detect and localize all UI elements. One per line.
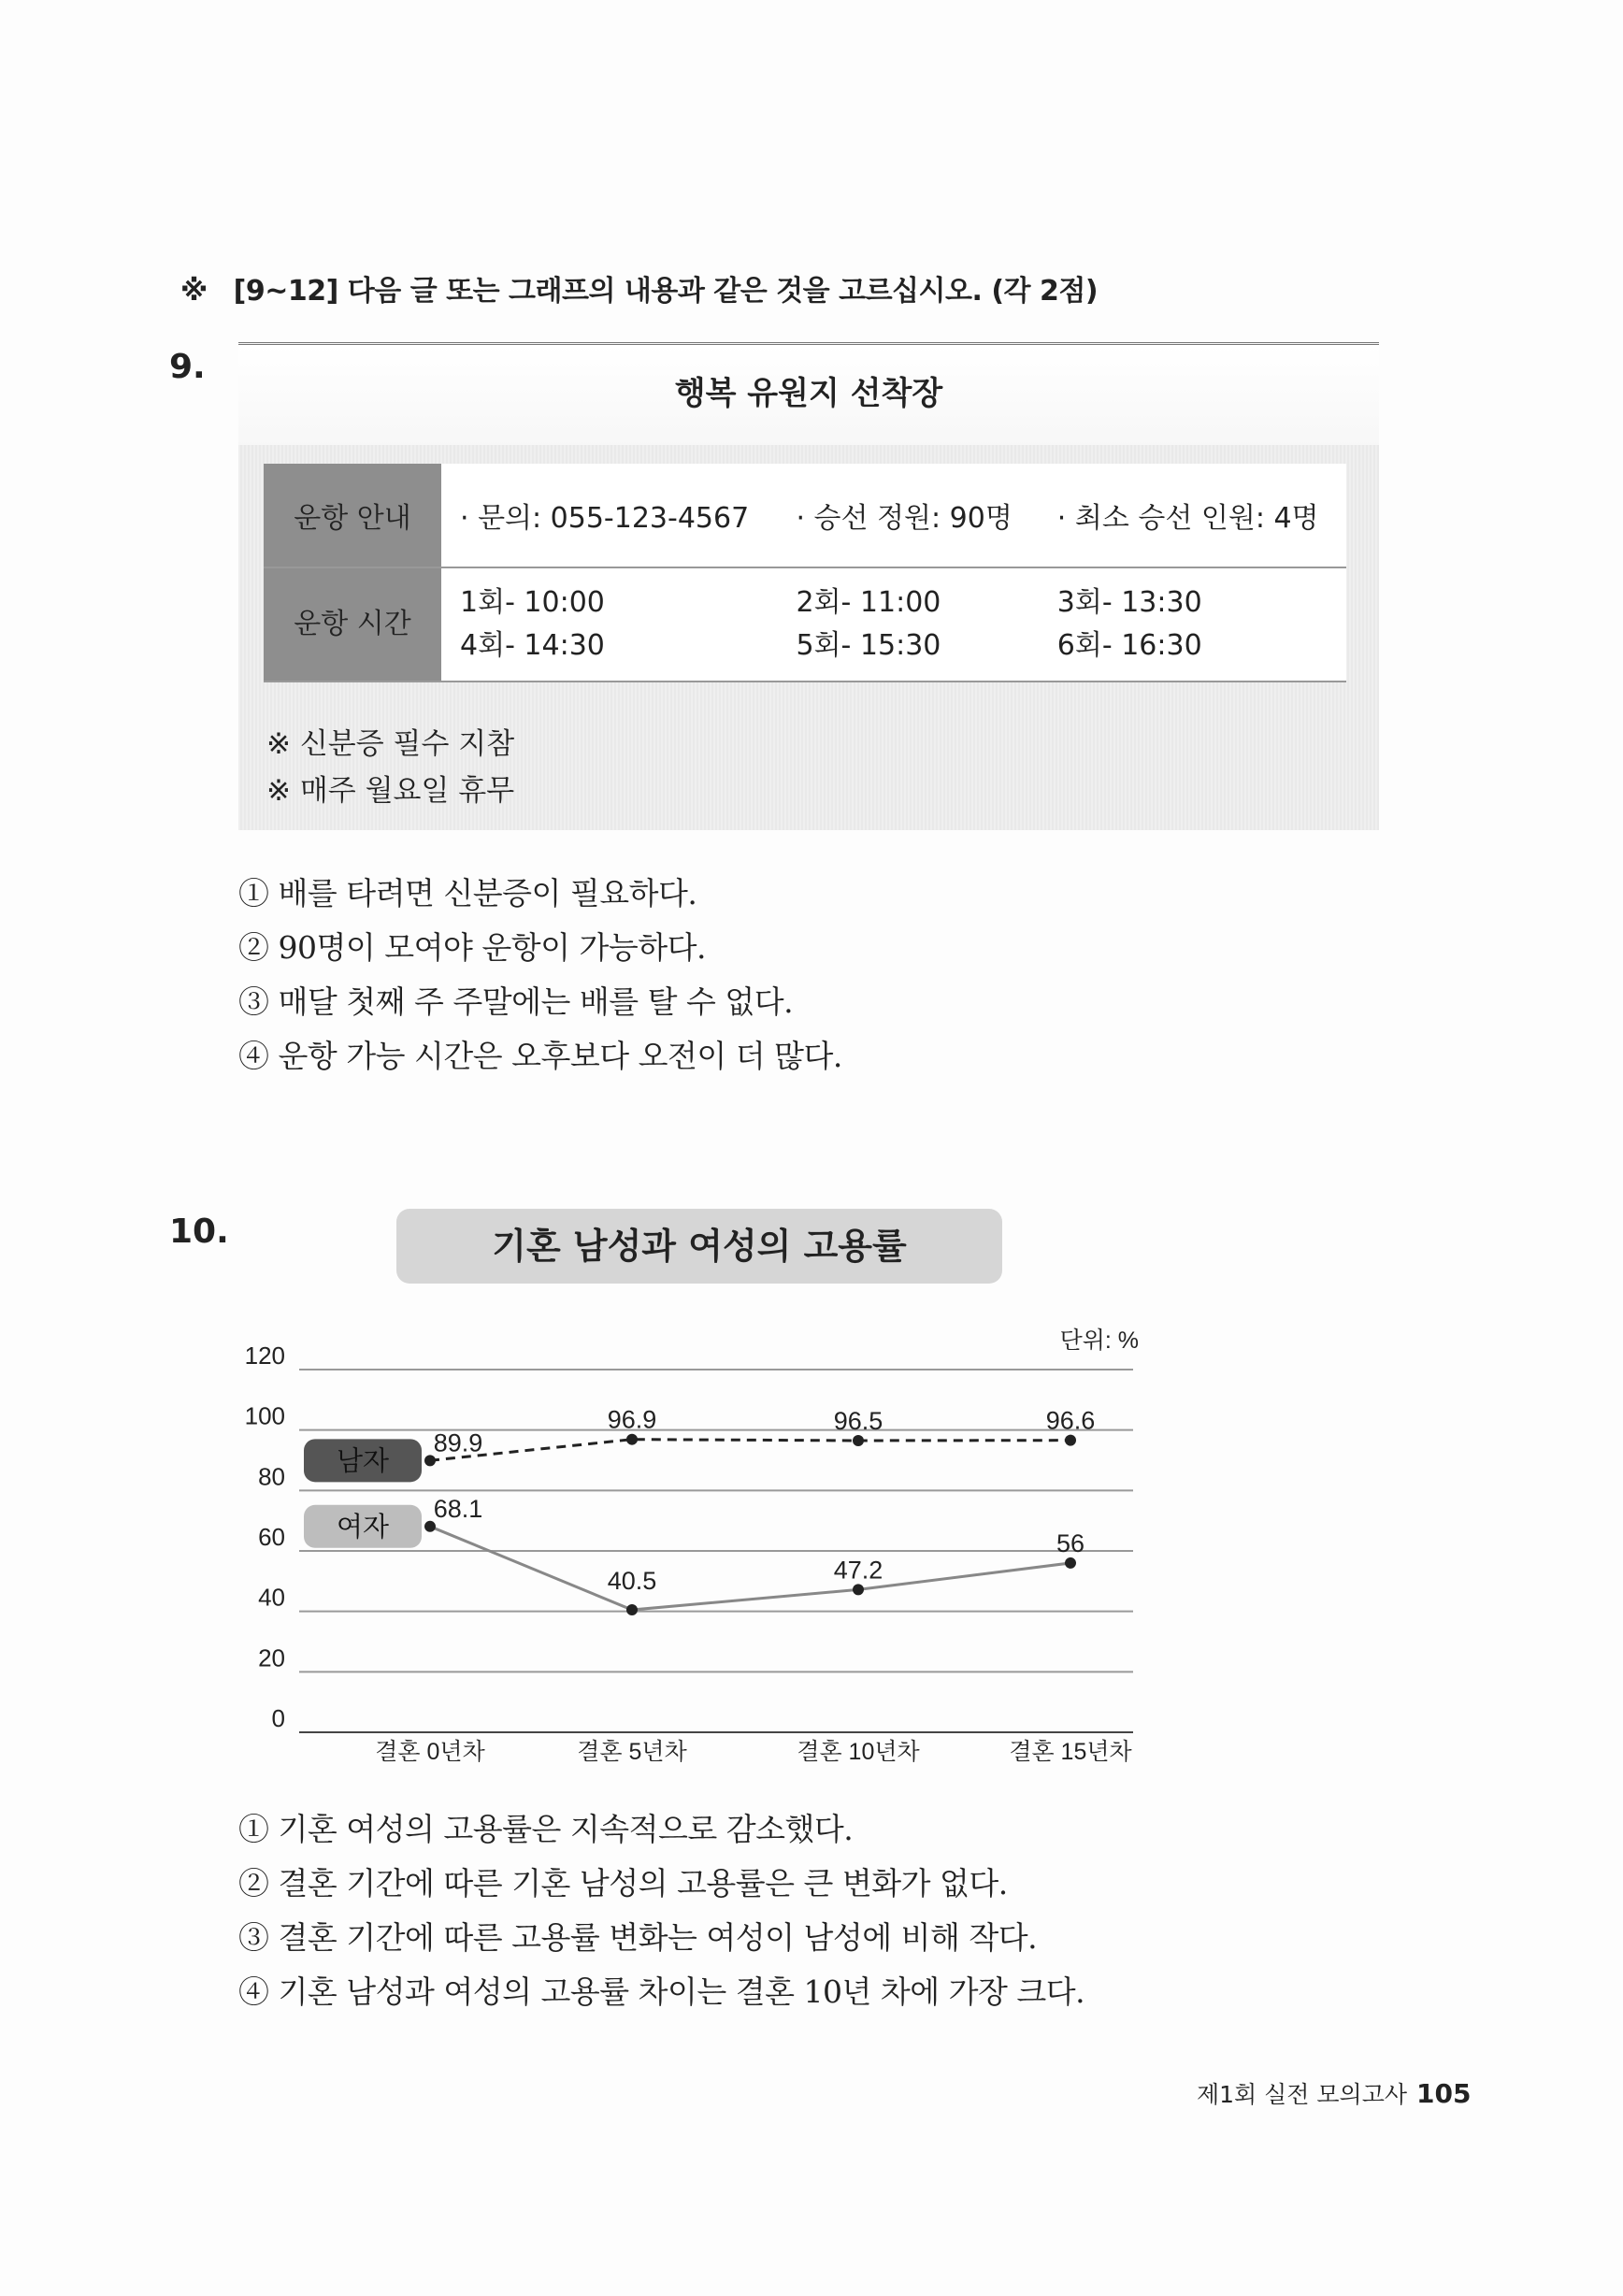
q9-choice-1: ① 배를 타려면 신분증이 필요하다.: [238, 875, 697, 911]
time-entry: 6회- 16:30: [1056, 629, 1202, 662]
q10-choice-3: ③ 결혼 기간에 따른 고용률 변화는 여성이 남성에 비해 작다.: [238, 1919, 1038, 1956]
time-entry: 4회- 14:30: [460, 629, 605, 662]
legend-label: 남자: [336, 1446, 390, 1477]
data-point: [1065, 1435, 1076, 1446]
info-capacity: · 승선 정원: 90명: [777, 464, 1038, 567]
data-label: 89.9: [433, 1428, 483, 1457]
data-label: 96.6: [1045, 1406, 1096, 1435]
legend-label: 여자: [336, 1512, 390, 1543]
time-entry: 1회- 10:00: [460, 586, 605, 619]
y-tick-label: 100: [244, 1401, 285, 1430]
row-header-time: 운항 시간: [264, 567, 441, 682]
note-id-required: ※ 신분증 필수 지참: [266, 727, 515, 761]
series-line-female: [430, 1527, 1070, 1610]
page-footer: [1197, 2076, 1471, 2110]
y-tick-label: 60: [258, 1523, 285, 1551]
q9-choice-3: ③ 매달 첫째 주 주말에는 배를 탈 수 없다.: [238, 983, 794, 1020]
y-tick-label: 20: [258, 1643, 285, 1672]
q10-choice-1: ① 기혼 여성의 고용률은 지속적으로 감소했다.: [238, 1811, 854, 1847]
time-entry: 2회- 11:00: [796, 586, 941, 619]
y-tick-label: 40: [258, 1583, 285, 1612]
time-entry: 3회- 13:30: [1056, 586, 1202, 619]
unit-label: 단위: %: [1059, 1327, 1139, 1354]
series-line-male: [430, 1440, 1070, 1461]
instruction-text: [9~12] 다음 글 또는 그래프의 내용과 같은 것을 고르십시오. (각 2점): [233, 275, 1099, 308]
data-point: [626, 1604, 638, 1615]
question-10-number: 10.: [169, 1213, 229, 1251]
data-point: [626, 1434, 638, 1445]
data-point: [853, 1435, 864, 1446]
info-contact: · 문의: 055-123-4567: [441, 464, 777, 567]
chart-title: 기혼 남성과 여성의 고용률: [396, 1209, 1002, 1284]
x-tick-label: 결혼 0년차: [375, 1739, 485, 1765]
footer-text: 제1회 실전 모의고사: [1197, 2081, 1407, 2108]
data-label: 96.9: [607, 1405, 657, 1434]
q9-choice-4: ④ 운항 가능 시간은 오후보다 오전이 더 많다.: [238, 1038, 842, 1074]
data-label: 40.5: [607, 1567, 657, 1596]
data-label: 47.2: [833, 1556, 883, 1585]
data-point: [1065, 1557, 1076, 1569]
notice-title: 행복 유원지 선착장: [674, 375, 943, 412]
time-entry: 5회- 15:30: [796, 629, 941, 662]
row-header-info: 운항 안내: [264, 464, 441, 567]
q9-choice-2: ② 90명이 모여야 운항이 가능하다.: [238, 929, 706, 966]
x-tick-label: 결혼 15년차: [1009, 1739, 1132, 1765]
instruction-mark: ※: [180, 275, 208, 308]
data-label: 56: [1056, 1528, 1085, 1557]
page-number: 105: [1416, 2078, 1472, 2109]
y-tick-label: 80: [258, 1462, 285, 1491]
y-tick-label: 0: [271, 1704, 285, 1732]
data-label: 96.5: [833, 1406, 883, 1435]
note-monday-closed: ※ 매주 월요일 휴무: [266, 774, 515, 808]
x-tick-label: 결혼 10년차: [797, 1739, 920, 1765]
data-label: 68.1: [433, 1494, 483, 1523]
y-tick-label: 120: [244, 1342, 285, 1370]
data-point: [853, 1584, 864, 1595]
q10-choice-2: ② 결혼 기간에 따른 기혼 남성의 고용률은 큰 변화가 없다.: [238, 1865, 1008, 1901]
q10-choice-4: ④ 기혼 남성과 여성의 고용률 차이는 결혼 10년 차에 가장 크다.: [238, 1973, 1085, 2010]
question-9-number: 9.: [169, 348, 206, 386]
x-tick-label: 결혼 5년차: [577, 1739, 687, 1765]
info-minimum: · 최소 승선 인원: 4명: [1039, 464, 1346, 567]
